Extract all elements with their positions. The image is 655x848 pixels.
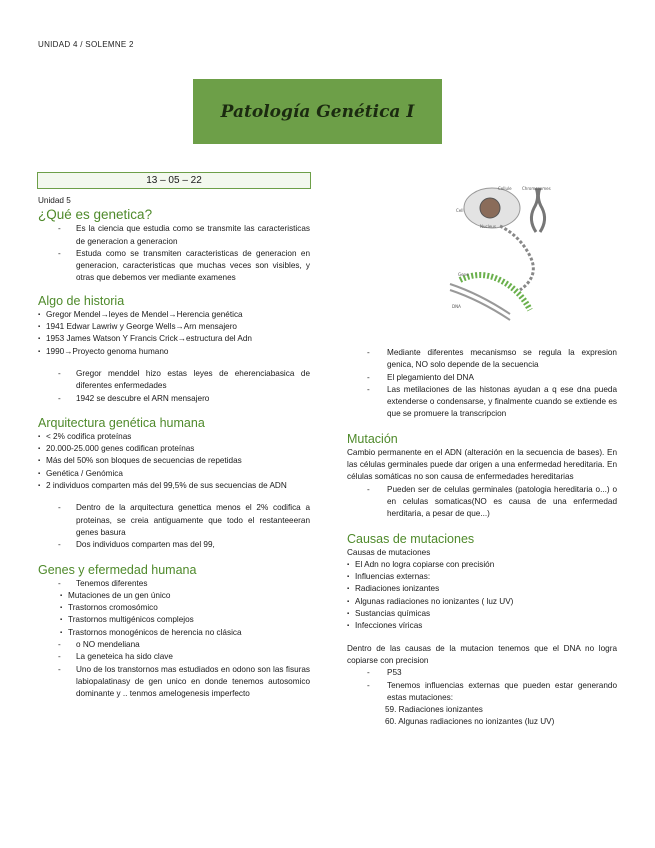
list-item: - Uno de los transtornos mas estudiados en odono son las fisuras labiopalatinasy de gen unico en donde tenemos autosomico dominante y .. tenmos amelogenesis imperfecto (38, 664, 310, 701)
list-item: ▪ 1953 James Watson Y Francis Crick→estructura del Adn (38, 333, 310, 345)
list-item: - Estuda como se transmiten caracteristicas de generacion en generacion, caracteristicas que muchas veces son visibles, y otras que debemos ver mediante examenes (38, 248, 310, 285)
numbered-item: 60. Algunas radiaciones no ionizantes (luz UV) (385, 717, 555, 727)
list-item: - Es la ciencia que estudia como se transmite las caracteristicas de generacion a generacion (38, 223, 310, 248)
list-item: ▪ 2 individuos comparten más del 99,5% de sus secuencias de ADN (38, 480, 310, 492)
unit-label: Unidad 5 (38, 196, 71, 205)
diagram-label: Cell (456, 208, 464, 213)
list-item: - Dos individuos comparten mas del 99, (38, 539, 310, 551)
section-title-causas: Causas de mutaciones (347, 531, 475, 546)
list-item: - 1942 se descubre el ARN mensajero (38, 393, 310, 405)
list-item: ▪ Más del 50% son bloques de secuencias de repetidas (38, 455, 310, 467)
paragraph: Cambio permanente en el ADN (alteración en la secuencia de bases). En las células germinales puede dar origen a una enfermedad hereditaria. En células somáticas no son causa de enfermedades hereditarias (347, 447, 617, 482)
list-item: - Mediante diferentes mecanismso se regula la expresion genica, NO solo depende de la secuencia (347, 347, 617, 372)
section-title-genes-enfermedad: Genes y efermedad humana (38, 562, 197, 577)
paragraph: Dentro de las causas de la mutacion tenemos que el DNA no logra copiarse con precision (347, 643, 617, 665)
section-title-que-es-genetica: ¿Qué es genetica? (38, 207, 153, 223)
list-item: ▪ 1990→Proyecto genoma humano (38, 346, 310, 358)
left-column (38, 195, 310, 701)
list-item: ▪ Infecciones víricas (347, 620, 617, 632)
list-item: - El plegamiento del DNA (347, 372, 617, 384)
list-item: ▪ Trastornos cromosómico (38, 602, 310, 614)
subheading: Causas de mutaciones (347, 547, 431, 557)
page-header: UNIDAD 4 / SOLEMNE 2 (38, 40, 134, 49)
list-item: ▪ Influencias externas: (347, 571, 617, 583)
list-item: ▪ Genética / Genómica (38, 468, 310, 480)
diagram-label: Cellule (498, 186, 512, 191)
section-title-arquitectura: Arquitectura genética humana (38, 415, 205, 430)
list-item: - o NO mendeliana (38, 639, 310, 651)
numbered-item: 59. Radiaciones ionizantes (385, 705, 483, 715)
list-item: ▪ < 2% codifica proteínas (38, 431, 310, 443)
list-item: ▪ El Adn no logra copiarse con precisión (347, 559, 617, 571)
diagram-label: Nucleus (480, 224, 496, 229)
list-item: ▪ 1941 Edwar Lawriw y George Wells→Arn mensajero (38, 321, 310, 333)
list-item: - Dentro de la arquitectura genettica menos el 2% codifica a proteinas, se creia antiguamente que todo el restanteeeran genes basura (38, 502, 310, 539)
list-item: - Tenemos influencias externas que pueden estar generando estas mutaciones: (347, 680, 617, 705)
date-box: 13 – 05 – 22 (37, 172, 311, 189)
banner-title: Patología Genética I (220, 101, 415, 122)
list-item: - Gregor menddel hizo estas leyes de eherenciabasica de diferentes enfermedades (38, 368, 310, 393)
list-item: - Las metilaciones de las histonas ayudan a q ese dna pueda extenderse o condensarse, y finalmente cuando se extiende es que se promuere la transcripcion (347, 384, 617, 421)
diagram-label: Chromosomes (522, 186, 551, 191)
list-item: ▪ 20.000-25.000 genes codifican proteínas (38, 443, 310, 455)
list-item: ▪ Trastornos multigénicos complejos (38, 614, 310, 626)
diagram-label: Gene (458, 272, 469, 277)
list-item: ▪ Algunas radiaciones no ionizantes ( luz UV) (347, 596, 617, 608)
title-banner (193, 79, 442, 144)
section-title-historia: Algo de historia (38, 293, 125, 308)
diagram-label: DNA (452, 304, 461, 309)
right-column (347, 347, 617, 729)
list-item: ▪ Trastornos monogénicos de herencia no clásica (38, 627, 310, 639)
dna-diagram (440, 180, 560, 330)
list-item: - Pueden ser de celulas germinales (patologia hereditaria o...) o en celulas somaticas(NO es causa de una enfermedad herditaria, a pesar de que...) (347, 484, 617, 521)
list-item: - P53 (347, 667, 617, 679)
section-title-mutacion: Mutación (347, 431, 398, 446)
list-item: ▪ Radiaciones ionizantes (347, 583, 617, 595)
list-item: ▪ Sustancias químicas (347, 608, 617, 620)
list-item: ▪ Mutaciones de un gen único (38, 590, 310, 602)
list-item: ▪ Gregor Mendel→leyes de Mendel→Herencia genética (38, 309, 310, 321)
list-item: - Tenemos diferentes (38, 578, 310, 590)
list-item: - La geneteica ha sido clave (38, 651, 310, 663)
